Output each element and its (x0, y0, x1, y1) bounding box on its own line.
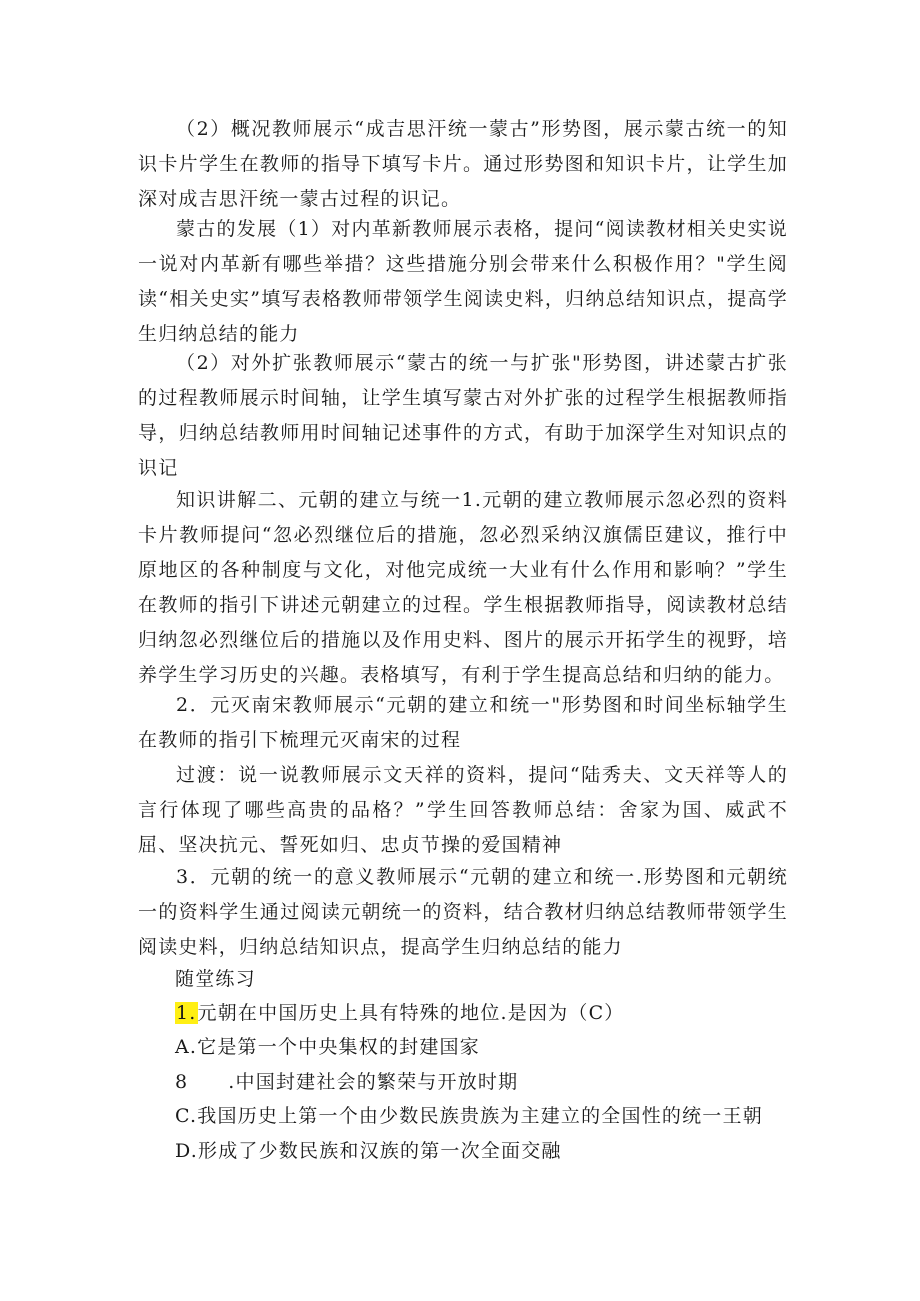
paragraph-yuan-unification-significance: 3．元朝的统一的意义教师展示“元朝的建立和统一.形势图和元朝统一的资料学生通过阅读元朝统一的资料，结合教材归纳总结教师带领学生阅读史料，归纳总结知识点，提高学生归纳总结的能力 (138, 866, 788, 958)
paragraph-transition-wen-tianxiang: 过渡：说一说教师展示文天祥的资料，提问“陆秀夫、文天祥等人的言行体现了哪些高贵的品格？”学生回答教师总结：舍家为国、威武不屈、坚决抗元、誓死如归、忠贞节操的爱国精神 (138, 764, 788, 856)
option-b-text: .中国封建社会的繁荣与开放时期 (228, 1071, 519, 1093)
paragraph-yuan-founding: 知识讲解二、元朝的建立与统一1.元朝的建立教师展示忽必烈的资料卡片教师提问“忽必烈继位后的措施，忽必烈采纳汉旗儒臣建议，推行中原地区的各种制度与文化，对他完成统一大业有什么作用和影响？”学生在教师的指引下讲述元朝建立的过程。学生根据教师指导，阅读教材总结归纳忽必烈继位后的措施以及作用史料、图片的展示开拓学生的视野，培养学生学习历史的兴趣。表格填写，有利于学生提高总结和归纳的能力。 (138, 489, 788, 686)
practice-question-1 (175, 996, 625, 1031)
paragraph-yuan-conquers-song: 2．元灭南宋教师展示“元朝的建立和统一"形势图和时间坐标轴学生在教师的指引下梳理元灭南宋的过程 (138, 694, 788, 751)
option-a: A.它是第一个中央集权的封建国家 (175, 1036, 480, 1058)
paragraph-conquest-map: （2）概况教师展示“成吉思汗统一蒙古”形势图，展示蒙古统一的知识卡片学生在教师的指导下填写卡片。通过形势图和知识卡片，让学生加深对成吉思汗统一蒙古过程的识记。 (138, 118, 788, 210)
question-text: 元朝在中国历史上具有特殊的地位.是因为（C） (197, 1002, 625, 1024)
practice-heading: 随堂练习 (175, 968, 256, 990)
paragraph-external-expansion: （2）对外扩张教师展示“蒙古的统一与扩张"形势图，讲述蒙古扩张的过程教师展示时间轴，让学生填写蒙古对外扩张的过程学生根据教师指导，归纳总结教师用时间轴记述事件的方式，有助于加深学生对知识点的识记 (138, 352, 788, 479)
option-b (175, 1065, 518, 1100)
question-number-highlight: 1. (176, 1002, 197, 1024)
option-d: D.形成了少数民族和汉族的第一次全面交融 (175, 1140, 562, 1162)
option-c: C.我国历史上第一个由少数民族贵族为主建立的全国性的统一王朝 (175, 1105, 763, 1127)
option-b-mark: 8 (175, 1071, 189, 1093)
paragraph-mongol-development: 蒙古的发展（1）对内革新教师展示表格，提问“阅读教材相关史实说一说对内革新有哪些举措？这些措施分别会带来什么积极作用？"学生阅读“相关史实”填写表格教师带领学生阅读史料，归纳总结知识点，提高学生归纳总结的能力 (138, 218, 788, 345)
